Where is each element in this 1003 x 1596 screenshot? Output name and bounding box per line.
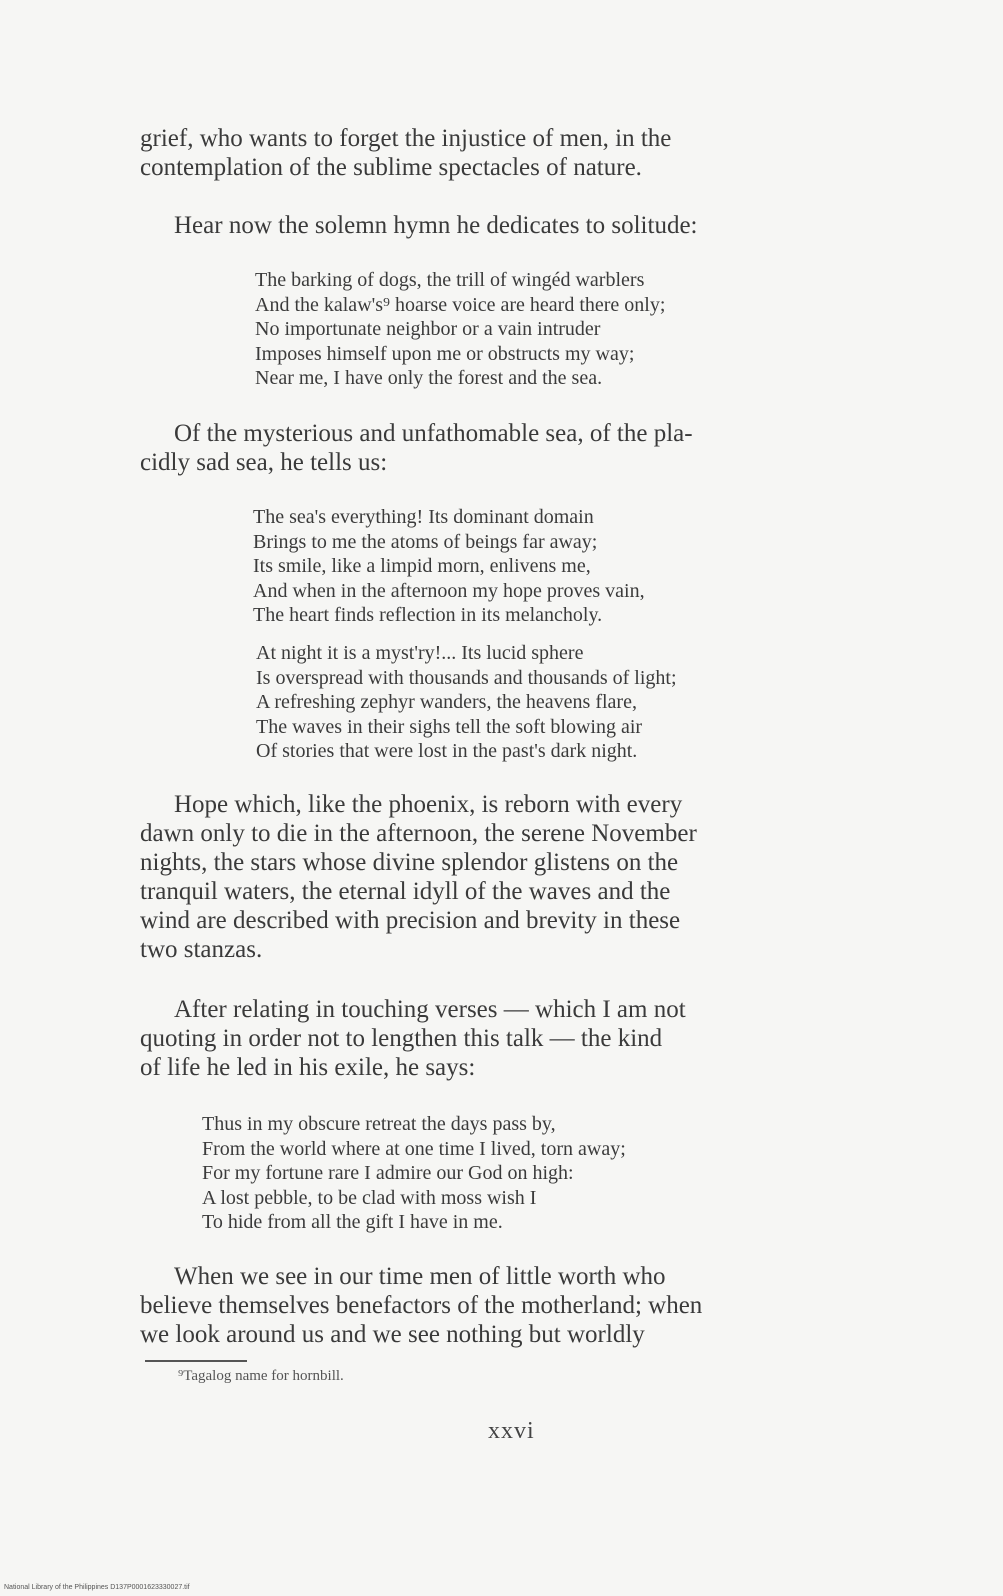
verse-line: At night it is a myst'ry!... Its lucid sphere (256, 642, 584, 664)
verse-line: Of stories that were lost in the past's dark night. (256, 740, 638, 762)
verse-line: Is overspread with thousands and thousands of light; (256, 666, 677, 689)
text-line: wind are described with precision and brevity in these (140, 907, 681, 934)
verse-sea-stanza-1 (253, 505, 645, 628)
text-line: When we see in our time men of little worth who (174, 1263, 666, 1290)
paragraph-sea-intro (140, 419, 898, 477)
verse-line: A refreshing zephyr wanders, the heavens flare, (256, 691, 637, 713)
footnote-divider (145, 1360, 247, 1362)
text-line: contemplation of the sublime spectacles of nature. (140, 154, 642, 181)
text-line: believe themselves benefactors of the motherland; when (140, 1292, 703, 1319)
text-line: tranquil waters, the eternal idyll of the waves and the (140, 878, 671, 905)
text-line: of life he led in his exile, he says: (140, 1054, 476, 1081)
verse-line: The waves in their sighs tell the soft blowing air (256, 715, 643, 738)
text-line: Of the mysterious and unfathomable sea, of the pla- (174, 420, 693, 447)
verse-retreat (202, 1112, 626, 1235)
page-number: xxvi (488, 1418, 535, 1444)
verse-line: Imposes himself upon me or obstructs my way; (255, 342, 635, 365)
text-line: grief, who wants to forget the injustice of men, in the (140, 125, 672, 152)
archive-label: National Library of the Philippines D137P0001623330027.tif (4, 1584, 190, 1591)
text-line: quoting in order not to lengthen this talk — the kind (140, 1025, 663, 1052)
verse-line: Brings to me the atoms of beings far away; (253, 530, 598, 553)
footnote: ⁹Tagalog name for hornbill. (178, 1368, 344, 1384)
verse-line: Near me, I have only the forest and the sea. (255, 367, 603, 389)
text-line: we look around us and we see nothing but worldly (140, 1321, 645, 1348)
verse-line: The barking of dogs, the trill of wingéd warblers (255, 269, 645, 291)
verse-line: And when in the afternoon my hope proves vain, (253, 579, 645, 602)
verse-line: Thus in my obscure retreat the days pass by, (202, 1113, 556, 1135)
verse-sea-stanza-2 (256, 641, 677, 764)
paragraph-grief (140, 124, 898, 182)
verse-line: No importunate neighbor or a vain intruder (255, 318, 601, 340)
text-line: two stanzas. (140, 936, 263, 963)
verse-line: The sea's everything! Its dominant domain (253, 506, 594, 528)
verse-line: The heart finds reflection in its melancholy. (253, 604, 603, 626)
paragraph-exile (140, 995, 898, 1082)
verse-line: And the kalaw's⁹ hoarse voice are heard there only; (255, 293, 666, 316)
paragraph-worldly (140, 1262, 898, 1349)
verse-line: From the world where at one time I lived, torn away; (202, 1137, 626, 1160)
text-line: cidly sad sea, he tells us: (140, 449, 388, 476)
text-line: Hope which, like the phoenix, is reborn with every (174, 791, 683, 818)
verse-line: For my fortune rare I admire our God on high: (202, 1162, 574, 1184)
paragraph-hope (140, 790, 898, 964)
text-line: After relating in touching verses — which I am not (174, 996, 686, 1023)
verse-line: A lost pebble, to be clad with moss wish I (202, 1186, 537, 1209)
verse-solitude (255, 268, 665, 391)
verse-line: To hide from all the gift I have in me. (202, 1211, 503, 1233)
text-line: Hear now the solemn hymn he dedicates to solitude: (174, 212, 698, 239)
verse-line: Its smile, like a limpid morn, enlivens me, (253, 555, 591, 577)
text-line: dawn only to die in the afternoon, the serene November (140, 820, 697, 847)
paragraph-hymn-intro (140, 211, 932, 240)
text-line: nights, the stars whose divine splendor glistens on the (140, 849, 679, 876)
